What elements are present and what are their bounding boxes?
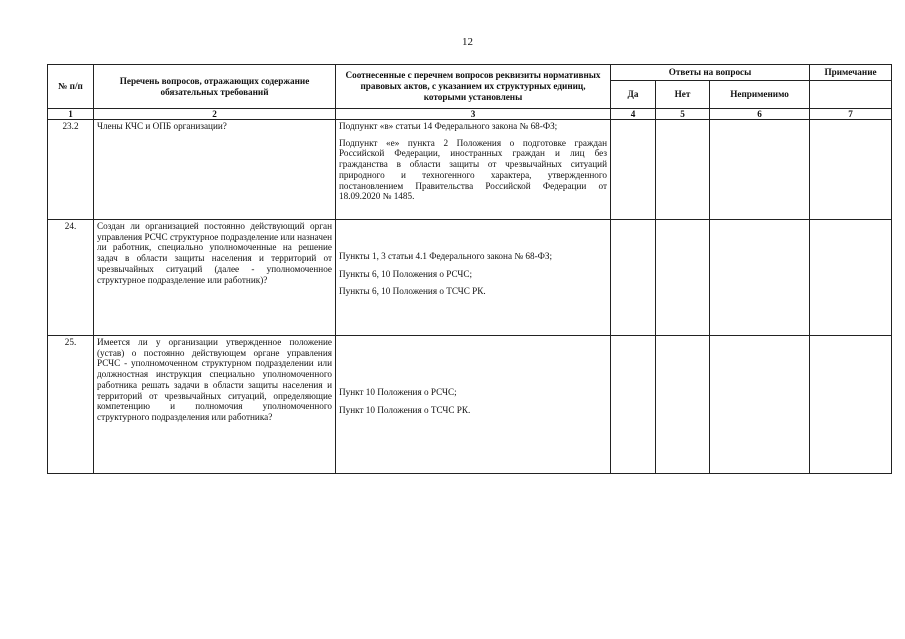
requirements-table [47, 64, 892, 474]
answer-no-cell[interactable] [656, 220, 710, 336]
table-row [48, 336, 892, 474]
header-num: № п/п [48, 65, 94, 109]
answer-no-cell[interactable] [656, 120, 710, 220]
row-references [336, 220, 611, 336]
answer-yes-cell[interactable] [611, 120, 656, 220]
column-number: 5 [656, 109, 710, 120]
reference-item: Пункты 6, 10 Положения о ТСЧС РК. [339, 286, 486, 297]
column-number: 7 [810, 109, 892, 120]
row-question: Члены КЧС и ОПБ организации? [94, 120, 336, 220]
reference-item: Пункт 10 Положения о РСЧС; [339, 386, 457, 397]
column-number: 4 [611, 109, 656, 120]
row-references [336, 336, 611, 474]
column-number: 3 [336, 109, 611, 120]
column-number: 1 [48, 109, 94, 120]
reference-item: Подпункт «е» пункта 2 Положения о подготовке граждан Российской Федерации, иностранных граждан и лиц без гражданства в области защиты от чрезвычайных ситуаций природного и техногенного характера, утвержденного постановлением Правительства Российской Федерации от 18.09.2020 № 1485. [339, 137, 607, 202]
table-row [48, 220, 892, 336]
note-cell[interactable] [810, 220, 892, 336]
column-number: 6 [710, 109, 810, 120]
header-no: Нет [656, 81, 710, 109]
row-question: Имеется ли у организации утвержденное положение (устав) о постоянно действующем органе управления РСЧС - уполномоченном структурном подразделении или должностная инструкция специально уполномоченного работника решать задачи в области защиты населения и территорий от чрезвычайных ситуаций, определяющие компетенцию и полномочия уполномоченного структурного подразделения или работника? [94, 336, 336, 474]
column-numbers-row [48, 109, 892, 120]
row-question: Создан ли организацией постоянно действующий орган управления РСЧС структурное подразделение или назначен ли работник, специально уполномоченные на решение задач в области защиты населения и территорий от чрезвычайных ситуаций (далее - уполномоченное структурное подразделение или работник)? [94, 220, 336, 336]
answer-na-cell[interactable] [710, 336, 810, 474]
answer-yes-cell[interactable] [611, 336, 656, 474]
header-note: Примечание [810, 65, 892, 81]
note-cell[interactable] [810, 336, 892, 474]
reference-item: Пункты 6, 10 Положения о РСЧС; [339, 268, 473, 279]
note-cell[interactable] [810, 120, 892, 220]
answer-na-cell[interactable] [710, 220, 810, 336]
row-number: 25. [48, 336, 94, 474]
reference-item: Пункт 10 Положения о ТСЧС РК. [339, 404, 471, 415]
header-note-blank [810, 81, 892, 109]
answer-na-cell[interactable] [710, 120, 810, 220]
row-number: 23.2 [48, 120, 94, 220]
table-row [48, 120, 892, 220]
row-references [336, 120, 611, 220]
answer-yes-cell[interactable] [611, 220, 656, 336]
header-requisites: Соотнесенные с перечнем вопросов реквизиты нормативных правовых актов, с указанием их структурных единиц, которыми установлены [336, 65, 611, 109]
header-na: Неприменимо [710, 81, 810, 109]
reference-item: Пункты 1, 3 статьи 4.1 Федерального закона № 68-ФЗ; [339, 250, 553, 261]
header-questions: Перечень вопросов, отражающих содержание обязательных требований [94, 65, 336, 109]
header-yes: Да [611, 81, 656, 109]
header-answers: Ответы на вопросы [611, 65, 810, 81]
answer-no-cell[interactable] [656, 336, 710, 474]
column-number: 2 [94, 109, 336, 120]
page-number: 12 [462, 36, 473, 48]
row-number: 24. [48, 220, 94, 336]
reference-item: Подпункт «в» статьи 14 Федерального закона № 68-ФЗ; [339, 121, 558, 131]
